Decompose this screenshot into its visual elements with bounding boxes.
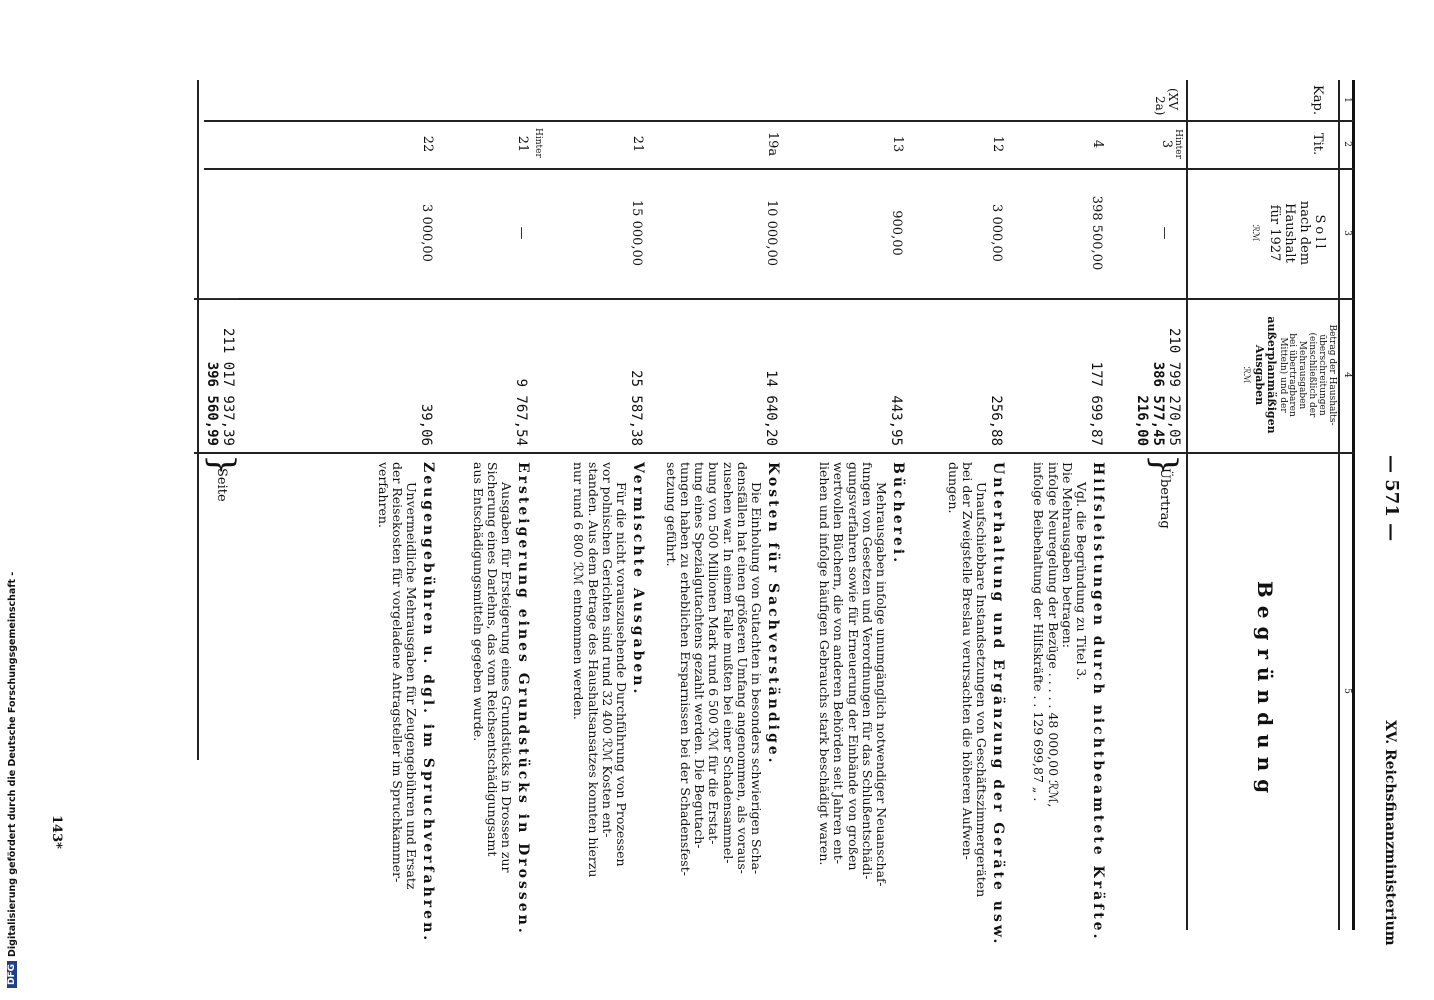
row-amount: 177 699,87 [1088, 361, 1104, 446]
soll-header [1250, 168, 1326, 298]
row-soll: 398 500,00 [1089, 195, 1104, 271]
betrag-line: bei übertragbaren [1287, 333, 1298, 417]
betrag-line: (einschließlich der [1307, 332, 1318, 418]
row-text-line: Vgl. die Begründung zu Titel 3. [1074, 482, 1089, 681]
table-bottom-rule [197, 80, 199, 760]
row-text-line: infolge Neuregelung der Bezüge . . . . . 48 000,00 ℛℳ, [1045, 462, 1061, 808]
soll-unit: ℛℳ [1250, 224, 1261, 242]
row-text-line: Sicherung eines Darlehns, das vom Reichsentschädigungsamt [484, 462, 500, 857]
row-tit: 22 [420, 135, 435, 153]
page-signature: 143* [49, 815, 64, 849]
seite-amount-1: 211 017 937,39 [220, 327, 236, 446]
row-amount: 9 767,54 [513, 378, 529, 446]
row-tit: 4 [1090, 139, 1105, 149]
seite-brace: } [202, 454, 242, 476]
dfg-logo: DFG [7, 961, 17, 988]
row-amount: 256,88 [988, 395, 1004, 446]
betrag-line: Betrag der Haushalts- [1327, 324, 1337, 426]
row-tit: 12 [990, 135, 1005, 153]
soll-line: für 1927 [1267, 204, 1283, 262]
row-text-line: Die Einholung von Gutachten in besonders schwierigen Scha- [749, 482, 764, 875]
row-text-line: densfällen hat einen größeren Umfang angenommen, als voraus- [734, 462, 750, 874]
row-tit: 13 [890, 135, 905, 153]
kap-header: Kap. [1310, 85, 1325, 115]
betrag-unit: ℛℳ [1241, 366, 1252, 384]
betrag-line: Mitteln) und der [1277, 337, 1288, 413]
row-text-line: der Reisekosten für vorgeladene Antragsteller im Spruchkammer- [389, 462, 405, 883]
row-text-line: dungen. [945, 462, 961, 514]
row-soll: 10 000,00 [764, 199, 779, 267]
funding-note [2, 571, 22, 988]
row-tit-prefix: Hinter [533, 128, 543, 158]
table-top-rule [1352, 80, 1355, 930]
colnum-3: 3 [1342, 230, 1352, 236]
row-amount: 25 587,38 [628, 370, 644, 446]
betrag-line: überschreitungen [1317, 334, 1328, 416]
betrag-header [1241, 300, 1336, 450]
row-text-line: wertvollen Büchern, die von anderen Behörden seit Jahren ent- [831, 462, 847, 865]
row-tit: 19a [765, 131, 780, 157]
colnum-4: 4 [1342, 372, 1352, 378]
betrag-line: Mehrausgaben [1297, 340, 1308, 410]
row-soll: 3 000,00 [989, 204, 1004, 262]
funding-text: Digitalisierung gefördert durch die Deutsche Forschungsgemeinschaft - [6, 571, 18, 957]
tit-header: Tit. [1310, 132, 1325, 156]
row-text-line: standen. Aus dem Betrage des Haushaltsansatzes konnten hierzu [585, 462, 601, 878]
chapter-title: XV. Reichsfinanzministerium [1382, 720, 1398, 946]
page-number: — 571 — [1381, 455, 1402, 542]
row-text-line: tung eines Spezialgutachtens gezahlt werden. Die Begutach- [692, 462, 708, 849]
row-text-line: setzung geführt. [663, 462, 679, 567]
uebertrag-label: Übertrag [1157, 468, 1172, 529]
begruendung-header: Begründung [1253, 580, 1277, 802]
uebertrag-tit [1159, 120, 1182, 168]
seite-sum-rule [199, 298, 239, 299]
colnum-1: 1 [1342, 97, 1352, 103]
row-soll: — [514, 226, 529, 240]
row-text-line: liehen und infolge häufigen Gebrauchs stark beschädigt waren. [817, 462, 833, 866]
row-text-line: infolge Beibehaltung der Hilfskräfte . . 129 699,87 „ . [1031, 462, 1047, 802]
seite-label: Seite [214, 468, 229, 502]
row-title: Ersteigerung eines Grundstücks in Drossen. [515, 462, 531, 936]
soll-line: Soll [1312, 214, 1327, 252]
kap-line: 2a) [1152, 96, 1167, 116]
row-title: Unterhaltung und Ergänzung der Geräte usw. [990, 462, 1006, 947]
soll-line: nach dem [1297, 200, 1313, 266]
row-tit: 21 [630, 135, 645, 153]
row-soll: 900,00 [889, 210, 904, 256]
row-text-line: gungsverfahren sowie für Erneuerung der Einbände von großen [845, 462, 861, 871]
row-soll: 3 000,00 [419, 204, 434, 262]
header-bottom-rule [1186, 80, 1188, 930]
row-text-line: Unvermeidliche Mehrausgaben für Zeugengebühren und Ersatz [404, 482, 419, 890]
row-text-line: nur rund 6 800 ℛℳ entnommen werden. [571, 462, 587, 720]
row-text-line: zusehen war. In einem Falle mußten bei einer Schadensammel- [720, 462, 736, 864]
betrag-bold-line: außerplanmäßigen [1264, 316, 1278, 434]
kap-line: (XV [1166, 88, 1180, 110]
uebertrag-amount-2: 386 577,45 [1150, 361, 1166, 446]
seite-amount-2: 396 560,99 [204, 361, 220, 446]
row-text-line: aus Entschädigungsmitteln gegeben wurde. [470, 462, 486, 742]
row-amount: 14 640,20 [763, 370, 779, 446]
uebertrag-soll: — [1157, 226, 1172, 240]
row-text-line: vor polnischen Gerichten sind rund 32 400 ℛℳ Kosten ent- [599, 462, 615, 838]
row-title: Kosten für Sachverständige. [765, 462, 781, 766]
row-text-line: fungen von Gesetzen und Verordnungen für das Schlußentschädi- [859, 462, 875, 880]
row-text-line: tungen haben zu erheblichen Ersparnissen bei der Schadensfest- [678, 462, 693, 876]
row-text-line: Die Mehrausgaben betragen: [1059, 462, 1075, 648]
row-amount: 39,06 [418, 403, 434, 446]
row-text-line: Unaufschiebbare Instandsetzungen von Geschäftszimmergeräten [974, 482, 989, 898]
row-text-line: Für die nicht vorauszusehende Durchführung von Prozessen [614, 482, 629, 867]
colnum-5: 5 [1342, 688, 1352, 694]
row-text-line: bung von 500 Millionen Mark rund 6 500 ℛℳ für die Erstat- [706, 462, 722, 845]
col-rule-2 [204, 168, 1354, 170]
uebertrag-amount-1: 210 799 270,05 [1166, 327, 1182, 446]
row-text-line: bei der Zweigstelle Breslau verursachten die höheren Aufwen- [959, 462, 975, 860]
betrag-bold-line: Ausgaben [1252, 344, 1266, 406]
colnum-2: 2 [1342, 141, 1352, 147]
kap-label [1153, 88, 1179, 115]
row-amount: 443,95 [888, 395, 904, 446]
row-text-line: Ausgaben für Ersteigerung eines Grundstücks in Drossen zur [499, 482, 514, 873]
column-number-rule [1338, 80, 1340, 930]
row-text-line: verfahren. [375, 462, 391, 528]
row-tit: 21 [515, 135, 530, 153]
uebertrag-amount-3: 216,00 [1134, 395, 1150, 446]
row-title: Zeugengebühren u. dgl. im Spruchverfahren. [420, 462, 436, 944]
row-title: Vermischte Ausgaben. [630, 462, 646, 697]
soll-line: Haushalt [1282, 203, 1298, 263]
row-soll: 15 000,00 [629, 199, 644, 267]
tit-number: 3 [1158, 139, 1174, 149]
uebertrag-brace: } [1144, 454, 1184, 476]
row-title: Hilfsleistungen durch nichtbeamtete Kräfte. [1090, 462, 1106, 942]
row-title: Bücherei. [890, 462, 906, 566]
row-text-line: Mehrausgaben infolge unumgänglich notwendiger Neuanschaf- [874, 482, 889, 887]
tit-prefix: Hinter [1173, 129, 1183, 159]
